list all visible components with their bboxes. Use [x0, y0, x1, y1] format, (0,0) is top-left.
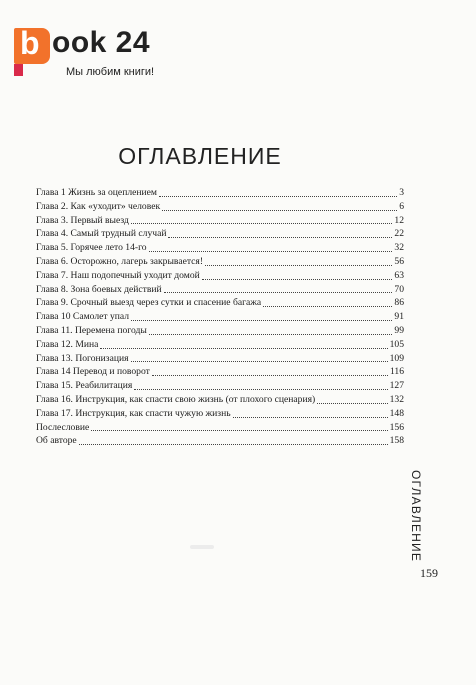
toc-leader-dots	[317, 403, 387, 404]
toc-row	[36, 365, 404, 379]
toc-row	[36, 324, 404, 338]
toc-entry-title: Глава 5. Горячее лето 14-го	[36, 242, 147, 254]
toc-entry-title: Глава 12. Мина	[36, 338, 99, 350]
toc-leader-dots	[233, 417, 388, 418]
page-number: 159	[420, 566, 438, 580]
toc-row	[36, 310, 404, 324]
toc-row	[36, 407, 404, 421]
toc-page-number: 99	[394, 324, 404, 336]
toc-entry-title: Глава 8. Зона боевых действий	[36, 283, 162, 295]
toc-page-number: 109	[389, 352, 404, 364]
toc-leader-dots	[168, 237, 392, 238]
toc-page-number: 12	[394, 214, 404, 226]
toc-entry-title: Глава 15. Реабилитация	[36, 380, 133, 392]
toc-entry-title: Об авторе	[36, 435, 77, 447]
book24-logo[interactable]	[14, 25, 174, 88]
toc-leader-dots	[164, 292, 393, 293]
toc-page-number: 158	[389, 435, 404, 447]
toc-row	[36, 421, 404, 435]
logo-wordmark: ook 24	[52, 26, 151, 59]
toc-leader-dots	[134, 389, 387, 390]
toc-leader-dots	[79, 444, 388, 445]
toc-leader-dots	[205, 265, 392, 266]
toc-page-number: 132	[389, 393, 404, 405]
toc-page-number: 105	[389, 338, 404, 350]
toc-leader-dots	[149, 251, 393, 252]
toc-row	[36, 283, 404, 297]
toc-leader-dots	[202, 279, 393, 280]
toc-leader-dots	[100, 348, 387, 349]
toc-row	[36, 241, 404, 255]
toc-page-number: 156	[389, 421, 404, 433]
toc-leader-dots	[159, 196, 397, 197]
logo-bookmark-icon	[14, 64, 23, 76]
toc-page-number: 91	[394, 311, 404, 323]
toc-row	[36, 186, 404, 200]
toc-leader-dots	[149, 334, 393, 335]
toc-entry-title: Глава 13. Погонизация	[36, 352, 129, 364]
toc-page-number: 22	[394, 228, 404, 240]
toc-entry-title: Глава 3. Первый выезд	[36, 214, 129, 226]
toc-page-number: 127	[389, 380, 404, 392]
logo-letter: b	[20, 25, 40, 61]
toc-entry-title: Глава 4. Самый трудный случай	[36, 228, 167, 240]
toc-leader-dots	[263, 306, 392, 307]
toc-entry-title: Глава 14 Перевод и поворот	[36, 366, 150, 378]
toc-row	[36, 269, 404, 283]
toc-row	[36, 434, 404, 448]
page-title: ОГЛАВЛЕНИЕ	[118, 143, 282, 169]
toc-page-number: 56	[394, 255, 404, 267]
toc-row	[36, 200, 404, 214]
paper-smudge	[190, 545, 214, 549]
toc-page-number: 70	[394, 283, 404, 295]
toc-entry-title: Глава 6. Осторожно, лагерь закрывается!	[36, 255, 204, 267]
toc-row	[36, 296, 404, 310]
toc-row	[36, 214, 404, 228]
running-side-title: ОГЛАВЛЕНИЕ	[409, 470, 423, 563]
toc-row	[36, 379, 404, 393]
toc-leader-dots	[131, 320, 392, 321]
toc-entry-title: Глава 1 Жизнь за оцеплением	[36, 187, 157, 198]
toc-entry-title: Глава 2. Как «уходит» человек	[36, 200, 161, 212]
toc-leader-dots	[152, 375, 388, 376]
toc-page-number: 6	[399, 200, 404, 212]
toc-leader-dots	[131, 361, 388, 362]
toc-page-number: 3	[399, 187, 404, 198]
toc-page-number: 148	[389, 407, 404, 419]
logo-badge	[14, 25, 50, 64]
toc-row	[36, 393, 404, 407]
toc-entry-title: Глава 10 Самолет упал	[36, 311, 130, 323]
toc-page-number: 32	[394, 242, 404, 254]
toc-page-number: 63	[394, 269, 404, 281]
toc-row	[36, 255, 404, 269]
toc-entry-title: Глава 7. Наш подопечный уходит домой	[36, 269, 200, 281]
toc-leader-dots	[162, 210, 397, 211]
toc-entry-title: Глава 17. Инструкция, как спасти чужую жизнь	[36, 407, 231, 419]
toc-entry-title: Послесловие	[36, 421, 90, 433]
toc-row	[36, 227, 404, 241]
toc-entry-title: Глава 9. Срочный выезд через сутки и спасение багажа	[36, 297, 262, 309]
toc-row	[36, 338, 404, 352]
toc-entry-title: Глава 16. Инструкция, как спасти свою жизнь (от плохого сценария)	[36, 393, 316, 405]
logo-slogan: Мы любим книги!	[66, 66, 155, 78]
toc-leader-dots	[131, 223, 393, 224]
table-of-contents	[36, 186, 404, 448]
toc-row	[36, 352, 404, 366]
toc-entry-title: Глава 11. Перемена погоды	[36, 324, 147, 336]
toc-leader-dots	[91, 430, 387, 431]
toc-page-number: 86	[394, 297, 404, 309]
toc-page-number: 116	[389, 366, 404, 378]
show-through-marks	[305, 30, 405, 64]
